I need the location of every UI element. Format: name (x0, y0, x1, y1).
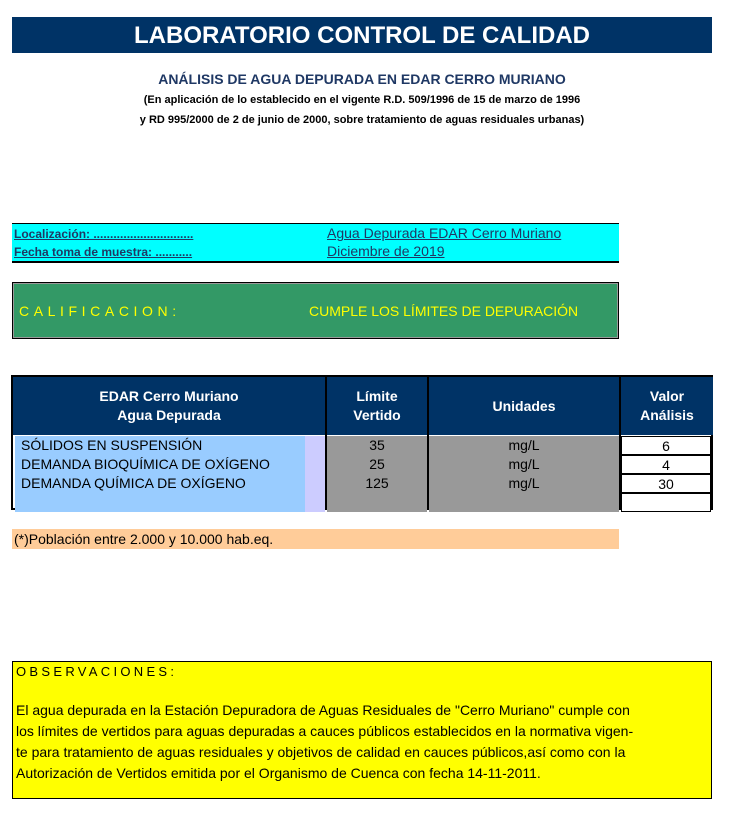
header-value (621, 377, 713, 435)
header-value-line-2: Análisis (640, 407, 694, 423)
unit-cell: mg/L (429, 436, 619, 455)
column-divider (325, 377, 327, 508)
column-divider (427, 377, 429, 508)
calificacion-box (12, 282, 619, 339)
header-units-label: Unidades (492, 397, 556, 414)
limit-cell (327, 493, 427, 512)
sample-info-box (12, 223, 619, 263)
header-limit-line-2: Vertido (353, 407, 401, 423)
param-cell: DEMANDA QUÍMICA DE OXÍGENO (15, 474, 305, 493)
header-limit-line-1: Límite (356, 388, 398, 404)
limit-cell: 25 (327, 455, 427, 474)
legal-reference-line-1: (En aplicación de lo establecido en el vigente R.D. 509/1996 de 15 de marzo de 1996 (143, 94, 581, 106)
param-accent-cell (305, 474, 325, 493)
table-row (13, 474, 713, 493)
observaciones-text-line: El agua depurada en la Estación Depuradora de Aguas Residuales de "Cerro Muriano" cumple con (16, 702, 630, 718)
param-cell (15, 493, 305, 512)
sample-date-value: Diciembre de 2019 (327, 243, 445, 259)
observaciones-title: OBSERVACIONES: (16, 664, 178, 679)
location-value: Agua Depurada EDAR Cerro Muriano (327, 225, 562, 241)
value-cell (621, 493, 711, 512)
value-cell: 4 (621, 455, 711, 474)
legal-reference-line-2: y RD 995/2000 de 2 de junio de 2000, sobre tratamiento de aguas residuales urbanas) (139, 114, 585, 126)
report-subtitle: ANÁLISIS DE AGUA DEPURADA EN EDAR CERRO MURIANO (158, 71, 566, 87)
header-parameter-line-1: EDAR Cerro Muriano (99, 388, 239, 404)
unit-cell (429, 493, 619, 512)
param-accent-cell (305, 455, 325, 474)
calificacion-value: CUMPLE LOS LÍMITES DE DEPURACIÓN (309, 303, 579, 319)
table-row (13, 455, 713, 474)
param-accent-cell (305, 436, 325, 455)
param-cell: SÓLIDOS EN SUSPENSIÓN (15, 436, 305, 455)
table-row (13, 493, 713, 512)
population-note: (*)Población entre 2.000 y 10.000 hab.eq. (12, 529, 619, 549)
calificacion-label: CALIFICACION: (19, 303, 181, 319)
observaciones-text-line: te para tratamiento de aguas residuales y objetivos de calidad en cauces públicos,así como con la (16, 744, 626, 760)
observaciones-text-line: los límites de vertidos para aguas depuradas a cauces públicos establecidos en la normativa vigen- (16, 723, 634, 739)
unit-cell: mg/L (429, 474, 619, 493)
header-value-line-1: Valor (649, 388, 685, 404)
observaciones-box (12, 661, 712, 799)
unit-cell: mg/L (429, 455, 619, 474)
value-cell: 6 (621, 436, 711, 455)
observaciones-text-line: Autorización de Vertidos emitida por el Organismo de Cuenca con fecha 14-11-2011. (16, 765, 541, 781)
header-parameter-line-2: Agua Depurada (117, 407, 221, 423)
header-units (429, 377, 619, 435)
sample-date-label: Fecha toma de muestra: ........... (14, 245, 193, 259)
value-cell: 30 (621, 474, 711, 493)
limit-cell: 35 (327, 436, 427, 455)
param-accent-cell (305, 493, 325, 512)
header-parameter (13, 377, 325, 435)
analysis-table (11, 375, 713, 510)
location-label: Localización: .............................. (14, 227, 194, 241)
table-row (13, 436, 713, 455)
limit-cell: 125 (327, 474, 427, 493)
column-divider (619, 377, 621, 508)
param-cell: DEMANDA BIOQUÍMICA DE OXÍGENO (15, 455, 305, 474)
page-title: LABORATORIO CONTROL DE CALIDAD (12, 17, 712, 53)
header-limit (327, 377, 427, 435)
